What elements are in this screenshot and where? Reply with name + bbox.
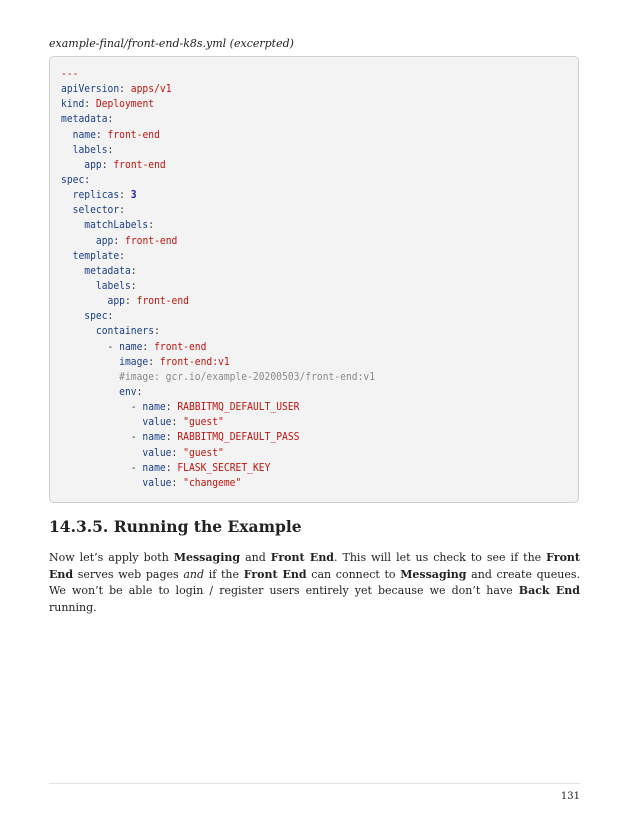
page-number: 131 bbox=[560, 791, 580, 802]
paragraph-text: and bbox=[240, 551, 271, 564]
code-line bbox=[61, 476, 375, 491]
code-token: FLASK_SECRET_KEY bbox=[177, 461, 271, 474]
code-token: : bbox=[119, 83, 131, 96]
code-token: : bbox=[119, 189, 131, 202]
bold-term: Messaging bbox=[173, 551, 241, 564]
code-token: replicas bbox=[61, 189, 120, 202]
code-line bbox=[61, 309, 375, 324]
code-token: name bbox=[142, 461, 166, 474]
code-token: - bbox=[61, 340, 120, 353]
code-token: : bbox=[107, 143, 114, 156]
code-token: Deployment bbox=[95, 98, 155, 111]
code-token: : bbox=[113, 234, 125, 247]
bold-term: Front End bbox=[243, 567, 307, 581]
code-token: : bbox=[130, 279, 137, 292]
code-token: spec bbox=[61, 310, 108, 323]
code-token: kind bbox=[61, 98, 85, 111]
code-line bbox=[61, 249, 375, 264]
code-token: - bbox=[61, 401, 143, 414]
code-token: name bbox=[142, 431, 166, 444]
code-line bbox=[61, 461, 375, 476]
code-token: "guest" bbox=[183, 416, 224, 429]
code-token: name bbox=[119, 340, 143, 353]
code-line bbox=[61, 400, 375, 415]
code-line bbox=[61, 385, 375, 400]
code-token: front-end bbox=[113, 158, 166, 171]
code-token: : bbox=[124, 295, 137, 308]
code-line bbox=[61, 158, 375, 173]
code-line bbox=[61, 82, 375, 97]
code-token: : bbox=[171, 446, 184, 459]
code-token: 3 bbox=[130, 189, 137, 202]
code-token: selector bbox=[61, 204, 120, 217]
code-token: "guest" bbox=[183, 446, 224, 459]
paragraph-text: serves web pages bbox=[73, 567, 184, 581]
code-token: apiVersion bbox=[61, 83, 120, 96]
code-token: metadata bbox=[61, 264, 131, 277]
code-token: front-end bbox=[154, 340, 207, 353]
code-token: containers bbox=[61, 325, 155, 338]
footer-divider bbox=[49, 783, 580, 784]
code-token: : bbox=[148, 355, 160, 368]
code-line bbox=[61, 143, 375, 158]
bold-term: Messaging bbox=[400, 567, 467, 581]
code-token: template bbox=[61, 249, 120, 262]
code-line bbox=[61, 173, 375, 188]
code-token: name bbox=[61, 128, 96, 141]
bold-term: Back End bbox=[518, 584, 580, 597]
code-token: : bbox=[142, 340, 155, 353]
code-token: : bbox=[154, 325, 160, 338]
code-line bbox=[61, 112, 375, 127]
code-line bbox=[61, 128, 375, 143]
code-block bbox=[49, 56, 579, 503]
code-token: env bbox=[61, 385, 137, 398]
code-token: : bbox=[119, 249, 125, 262]
code-token: front-end:v1 bbox=[159, 355, 230, 368]
code-token: : bbox=[130, 264, 137, 277]
code-token: name bbox=[142, 401, 166, 414]
paragraph-text: if the bbox=[204, 567, 244, 581]
code-token: spec bbox=[61, 173, 85, 186]
code-token: matchLabels bbox=[61, 219, 149, 232]
paragraph-text: . This will let us check to see if the bbox=[334, 551, 547, 564]
code-token: : bbox=[171, 416, 184, 429]
code-line bbox=[61, 355, 375, 370]
code-line bbox=[61, 370, 375, 385]
code-token: : bbox=[165, 431, 178, 444]
code-token: image bbox=[61, 355, 149, 368]
bold-term: Front End bbox=[270, 551, 335, 564]
section-heading: 14.3.5. Running the Example bbox=[49, 517, 302, 536]
code-token: : bbox=[84, 173, 91, 186]
code-line bbox=[61, 97, 375, 112]
code-token: - bbox=[61, 431, 143, 444]
code-token: : bbox=[136, 385, 143, 398]
code-line bbox=[61, 340, 375, 355]
code-token: RABBITMQ_DEFAULT_USER bbox=[177, 401, 300, 414]
code-token: front-end bbox=[107, 128, 160, 141]
code-token: : bbox=[107, 113, 114, 126]
code-token: "changeme" bbox=[183, 476, 242, 489]
code-line bbox=[61, 415, 375, 430]
code-line bbox=[61, 324, 375, 339]
code-caption: example-final/front-end-k8s.yml (excerpted) bbox=[49, 37, 294, 50]
code-line bbox=[61, 67, 375, 82]
code-token: : bbox=[171, 476, 184, 489]
code-token: - bbox=[61, 461, 143, 474]
code-token: : bbox=[165, 461, 178, 474]
code-token: app bbox=[61, 234, 114, 247]
code-token: : bbox=[107, 310, 114, 323]
code-token: : bbox=[95, 128, 108, 141]
code-line bbox=[61, 188, 375, 203]
code-token: #image: gcr.io/example-20200503/front-end:v1 bbox=[61, 370, 376, 383]
emphasis-text: and bbox=[183, 567, 205, 581]
code-line bbox=[61, 264, 375, 279]
code-token: RABBITMQ_DEFAULT_PASS bbox=[177, 431, 300, 444]
code-token: --- bbox=[61, 68, 79, 80]
code-token: front-end bbox=[136, 295, 189, 308]
code-token: labels bbox=[61, 143, 108, 156]
paragraph-text: Now let’s apply both bbox=[49, 551, 174, 564]
code-token: metadata bbox=[61, 113, 108, 126]
code-token: apps/v1 bbox=[130, 83, 172, 96]
code-line bbox=[61, 279, 375, 294]
code-line bbox=[61, 294, 375, 309]
code-token: labels bbox=[61, 279, 131, 292]
code-line bbox=[61, 446, 375, 461]
code-token: : bbox=[148, 219, 155, 232]
paragraph-text: can connect to bbox=[306, 567, 401, 581]
code-token: value bbox=[61, 446, 172, 459]
code-line bbox=[61, 234, 375, 249]
code-token: app bbox=[61, 158, 102, 171]
code-token: : bbox=[101, 158, 114, 171]
code-token: : bbox=[119, 204, 125, 217]
code-token: value bbox=[61, 476, 172, 489]
code-token: value bbox=[61, 416, 172, 429]
code-line bbox=[61, 218, 375, 233]
code-token: : bbox=[84, 98, 96, 111]
paragraph-text: and create queues. We won’t be able to login / register users entirely yet because we don’t have bbox=[49, 567, 581, 597]
code-token: front-end bbox=[124, 234, 178, 247]
code-line bbox=[61, 430, 375, 445]
bold-term: Front End bbox=[49, 551, 580, 581]
section-paragraph bbox=[49, 550, 580, 616]
code-token: : bbox=[165, 401, 178, 414]
paragraph-text: running. bbox=[49, 600, 97, 614]
code-listing bbox=[61, 67, 375, 491]
code-line bbox=[61, 203, 375, 218]
code-token: app bbox=[61, 295, 125, 308]
